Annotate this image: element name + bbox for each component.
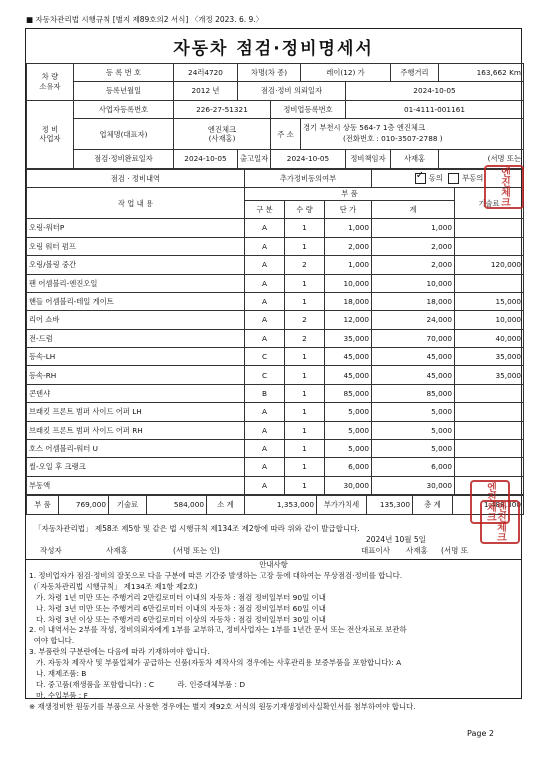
table-row xyxy=(27,311,524,329)
cell-sum: 1,000 xyxy=(372,219,455,237)
cell-labor xyxy=(455,421,524,439)
cell-sum: 45,000 xyxy=(372,366,455,384)
model-label: 차명(차 종) xyxy=(238,64,301,82)
agree-checkbox[interactable] xyxy=(415,173,426,184)
notes xyxy=(26,560,521,713)
agree-text: 동의 xyxy=(428,173,443,183)
main-grid xyxy=(26,63,521,515)
vat-label: 부가가치세 xyxy=(317,496,367,514)
cell-qty: 1 xyxy=(285,348,325,366)
cell-cat: A xyxy=(245,440,285,458)
cell-name: 등속-RH xyxy=(27,366,245,384)
form-header: ■ 자동차관리법 시행규칙 [별지 제89호의2 서식] 〈개정 2023. 6. 9.〉 xyxy=(26,15,264,24)
cell-qty: 1 xyxy=(285,237,325,255)
table-row xyxy=(27,476,524,494)
cell-labor: 35,000 xyxy=(455,348,524,366)
cell-name: 브래킷 프론트 범퍼 사이드 어퍼 RH xyxy=(27,421,245,439)
cell-name: 호스 어셈블리-워터 U xyxy=(27,440,245,458)
out-date: 2024-10-05 xyxy=(271,150,346,168)
note-line: 가. 자동차 제작사 및 부품업체가 공급하는 신품(자동차 제작사의 경우에는 사후관리용 보증부품을 포함합니다): A xyxy=(29,658,402,668)
cell-price: 85,000 xyxy=(325,384,372,402)
owner-section-label: 차 량 소유자 xyxy=(27,64,74,101)
note-line: 1. 정비업자가 점검·정비의 잘못으로 다음 구분에 따른 기간중 발생하는 고장 등에 대하여는 무상점검·정비를 합니다. xyxy=(29,570,403,580)
total-labor: 584,000 xyxy=(147,496,207,514)
table-row xyxy=(27,219,524,237)
cell-price: 30,000 xyxy=(325,476,372,494)
table-row xyxy=(27,274,524,292)
info-table xyxy=(26,63,524,169)
cell-price: 2,000 xyxy=(325,237,372,255)
note-line: 다. 차령 3년 이상 또는 주행거리 6만킬로미터 이상의 자동차 : 점검 정비일부터 30일 이내 xyxy=(29,614,326,624)
subtotal: 1,353,000 xyxy=(245,496,317,514)
cell-labor xyxy=(455,219,524,237)
shop-name-label: 업체명(대표자) xyxy=(74,119,174,150)
cell-name: 오링/볼링 중간 xyxy=(27,256,245,274)
table-row xyxy=(27,366,524,384)
note-line: 나. 차령 3년 미만 또는 주행거리 6만킬로미터 이내의 자동차 : 점검 정비일부터 60일 이내 xyxy=(29,603,326,613)
cell-name: 팬 어셈블리-엔진오일 xyxy=(27,274,245,292)
cell-sum: 5,000 xyxy=(372,421,455,439)
cell-price: 6,000 xyxy=(325,458,372,476)
cell-qty: 1 xyxy=(285,476,325,494)
note-line: (「자동차관리법 시행규칙」 제134조 제1항 제2호) xyxy=(29,581,198,591)
cell-name: 오링 워터 펌프 xyxy=(27,237,245,255)
notes-title: 안내사항 xyxy=(259,560,288,569)
addr: 경기 부천시 상동 564-7 1층 엔진체크 xyxy=(303,123,426,133)
ceo-sign: (서명 또 xyxy=(441,546,469,555)
manager: 사재홍 xyxy=(391,150,439,168)
cell-price: 10,000 xyxy=(325,274,372,292)
cell-sum: 2,000 xyxy=(372,256,455,274)
cell-price: 5,000 xyxy=(325,403,372,421)
cell-cat: A xyxy=(245,292,285,310)
col-sum: 계 xyxy=(372,200,455,218)
cell-price: 12,000 xyxy=(325,311,372,329)
cell-price: 35,000 xyxy=(325,329,372,347)
cell-price: 18,000 xyxy=(325,292,372,310)
cell-qty: 2 xyxy=(285,256,325,274)
shop-name-text: 엔진체크 xyxy=(207,124,237,134)
company-seal: 엔진체크 xyxy=(484,165,524,209)
note-line: 3. 부품란의 구분란에는 다음에 따라 기재하여야 합니다. xyxy=(29,647,210,657)
issue-date: 2024년 10월 5일 xyxy=(366,535,426,544)
cell-qty: 1 xyxy=(285,366,325,384)
table-row xyxy=(27,292,524,310)
ceo: 사재홍 xyxy=(406,546,428,555)
cell-labor xyxy=(455,440,524,458)
cell-labor xyxy=(455,237,524,255)
ceo-label: 대표이사 xyxy=(361,546,390,555)
note-line: 여야 합니다. xyxy=(29,636,75,646)
cell-cat: B xyxy=(245,384,285,402)
cell-qty: 1 xyxy=(285,458,325,476)
cell-qty: 1 xyxy=(285,384,325,402)
biz-no: 226-27-51321 xyxy=(174,100,271,118)
biz-no-label: 사업자등록번호 xyxy=(74,100,174,118)
table-row xyxy=(27,403,524,421)
company-seal-3: 엔진체크 xyxy=(480,500,520,544)
shop-section-label: 정 비 사업자 xyxy=(27,100,74,168)
cell-labor: 120,000 xyxy=(455,256,524,274)
addr-label: 주 소 xyxy=(271,119,301,150)
complete-date: 2024-10-05 xyxy=(174,150,238,168)
cell-sum: 70,000 xyxy=(372,329,455,347)
cell-name: 등속-LH xyxy=(27,348,245,366)
total: 1,488,300 xyxy=(453,496,524,514)
vat: 135,300 xyxy=(367,496,413,514)
cell-price: 5,000 xyxy=(325,440,372,458)
cell-cat: A xyxy=(245,403,285,421)
document-title: 자동차 점검·정비명세서 xyxy=(26,29,521,64)
cell-labor: 15,000 xyxy=(455,292,524,310)
cell-name: 핸들 어셈블리-테일 게이트 xyxy=(27,292,245,310)
mileage-label: 주행거리 xyxy=(391,64,439,82)
work-table xyxy=(26,169,524,496)
cell-sum: 5,000 xyxy=(372,403,455,421)
col-category: 구 분 xyxy=(245,200,285,218)
issue-section xyxy=(26,520,521,559)
note-line: 가. 차령 1년 미만 또는 주행거리 2만킬로미터 이내의 자동차 : 점검 정비일부터 90일 이내 xyxy=(29,592,326,602)
table-row xyxy=(27,329,524,347)
item-header: 작 업 내 용 xyxy=(27,187,245,218)
cell-qty: 1 xyxy=(285,219,325,237)
cell-labor: 40,000 xyxy=(455,329,524,347)
phone: (전화번호 : 010-3507-2788 ) xyxy=(343,134,443,144)
cell-cat: C xyxy=(245,366,285,384)
cell-cat: A xyxy=(245,219,285,237)
cell-sum: 45,000 xyxy=(372,348,455,366)
cell-name: 리어 쇼바 xyxy=(27,311,245,329)
cell-name: 브래킷 프론트 범퍼 사이드 어퍼 LH xyxy=(27,403,245,421)
complete-label: 점검·정비완료일자 xyxy=(74,150,174,168)
cell-labor xyxy=(455,458,524,476)
cell-cat: A xyxy=(245,458,285,476)
page-number: Page 2 xyxy=(467,729,494,738)
reg-date: 2012 년 xyxy=(174,82,238,100)
table-row xyxy=(27,421,524,439)
cell-sum: 18,000 xyxy=(372,292,455,310)
table-row xyxy=(27,348,524,366)
cell-qty: 1 xyxy=(285,292,325,310)
table-row xyxy=(27,440,524,458)
cell-qty: 1 xyxy=(285,421,325,439)
reg-no: 24러4720 xyxy=(174,64,238,82)
manager-sign: (서명 또는 xyxy=(439,150,524,168)
note-line: 다. 중고품(재생품을 포함합니다) : C 라. 인증대체부품 : D xyxy=(29,679,246,689)
cell-name: 전-드럼 xyxy=(27,329,245,347)
table-row xyxy=(27,256,524,274)
parts-header: 부 품 xyxy=(245,187,455,200)
cell-cat: C xyxy=(245,348,285,366)
cell-cat: A xyxy=(245,256,285,274)
shop-reg-label: 정비업등록번호 xyxy=(271,100,346,118)
cell-labor xyxy=(455,384,524,402)
shop-reg-no: 01-4111-001161 xyxy=(346,100,524,118)
cell-labor: 35,000 xyxy=(455,366,524,384)
cell-qty: 1 xyxy=(285,440,325,458)
cell-qty: 2 xyxy=(285,311,325,329)
inspection-statement xyxy=(25,28,522,711)
note-line: 나. 재제조품: B xyxy=(29,669,87,679)
writer: 사재홍 xyxy=(106,546,128,555)
manager-label: 정비책임자 xyxy=(346,150,391,168)
total-parts-label: 부 품 xyxy=(27,496,59,514)
cell-price: 1,000 xyxy=(325,219,372,237)
writer-label: 작성자 xyxy=(40,546,62,555)
cell-price: 1,000 xyxy=(325,256,372,274)
shop-rep: (사재홍) xyxy=(208,134,236,144)
cell-name: 씰-오일 후 크랭크 xyxy=(27,458,245,476)
cell-price: 45,000 xyxy=(325,366,372,384)
request-date-label: 점검·정비 의뢰일자 xyxy=(238,82,346,100)
table-row xyxy=(27,237,524,255)
cell-sum: 6,000 xyxy=(372,458,455,476)
cell-sum: 24,000 xyxy=(372,311,455,329)
reg-date-label: 등록년월일 xyxy=(74,82,174,100)
cell-sum: 85,000 xyxy=(372,384,455,402)
cell-cat: A xyxy=(245,476,285,494)
request-date: 2024-10-05 xyxy=(346,82,524,100)
table-row xyxy=(27,458,524,476)
labor-header: 기술료 xyxy=(455,187,524,218)
subtotal-label: 소 계 xyxy=(207,496,245,514)
disagree-checkbox[interactable] xyxy=(448,173,459,184)
company-seal-2: 엔진체크 xyxy=(470,480,510,524)
cell-labor xyxy=(455,403,524,421)
cell-sum: 30,000 xyxy=(372,476,455,494)
cell-sum: 10,000 xyxy=(372,274,455,292)
cell-price: 5,000 xyxy=(325,421,372,439)
writer-sign: (서명 또는 인) xyxy=(173,546,220,555)
table-row xyxy=(27,384,524,402)
out-label: 출고일자 xyxy=(238,150,271,168)
addr-cell xyxy=(301,119,524,150)
cell-cat: A xyxy=(245,274,285,292)
cell-cat: A xyxy=(245,237,285,255)
totals-table xyxy=(26,495,524,514)
mileage: 163,662 Km xyxy=(439,64,524,82)
cell-name: 오링-워터P xyxy=(27,219,245,237)
cell-cat: A xyxy=(245,311,285,329)
cell-qty: 1 xyxy=(285,274,325,292)
cell-labor xyxy=(455,274,524,292)
issue-law: 「자동차관리법」 제58조 제5항 및 같은 법 시행규칙 제134조 제2항에 따라 위와 같이 발급합니다. xyxy=(34,524,360,533)
cell-labor: 10,000 xyxy=(455,311,524,329)
cell-price: 45,000 xyxy=(325,348,372,366)
note-line: 2. 이 내역서는 2부를 작성, 정비의뢰자에게 1부를 교부하고, 정비사업자는 1부를 1년간 문서 또는 전산자료로 보관하 xyxy=(29,625,407,635)
disagree-text: 부동의 xyxy=(462,173,484,183)
cell-cat: A xyxy=(245,421,285,439)
note-line: 마. 수입부품 : F xyxy=(29,690,88,700)
note-line: ※ 재생정비한 원동기를 부품으로 사용한 경우에는 별지 제92호 서식의 원동기재생정비사실확인서를 첨부하여야 합니다. xyxy=(29,701,416,711)
col-qty: 수 량 xyxy=(285,200,325,218)
cell-name: 부동액 xyxy=(27,476,245,494)
model: 레이(12) 가 xyxy=(301,64,391,82)
cell-sum: 5,000 xyxy=(372,440,455,458)
work-detail-label: 점검 · 정비내역 xyxy=(27,169,245,187)
agree-label: 추가정비동의여부 xyxy=(245,169,372,187)
cell-sum: 2,000 xyxy=(372,237,455,255)
cell-qty: 1 xyxy=(285,403,325,421)
total-labor-label: 기술료 xyxy=(109,496,147,514)
total-label: 총 계 xyxy=(413,496,453,514)
cell-qty: 2 xyxy=(285,329,325,347)
total-parts: 769,000 xyxy=(59,496,109,514)
cell-cat: A xyxy=(245,329,285,347)
cell-name: 콘덴샤 xyxy=(27,384,245,402)
reg-no-label: 등 록 번 호 xyxy=(74,64,174,82)
col-price: 단 가 xyxy=(325,200,372,218)
shop-name xyxy=(174,119,271,150)
